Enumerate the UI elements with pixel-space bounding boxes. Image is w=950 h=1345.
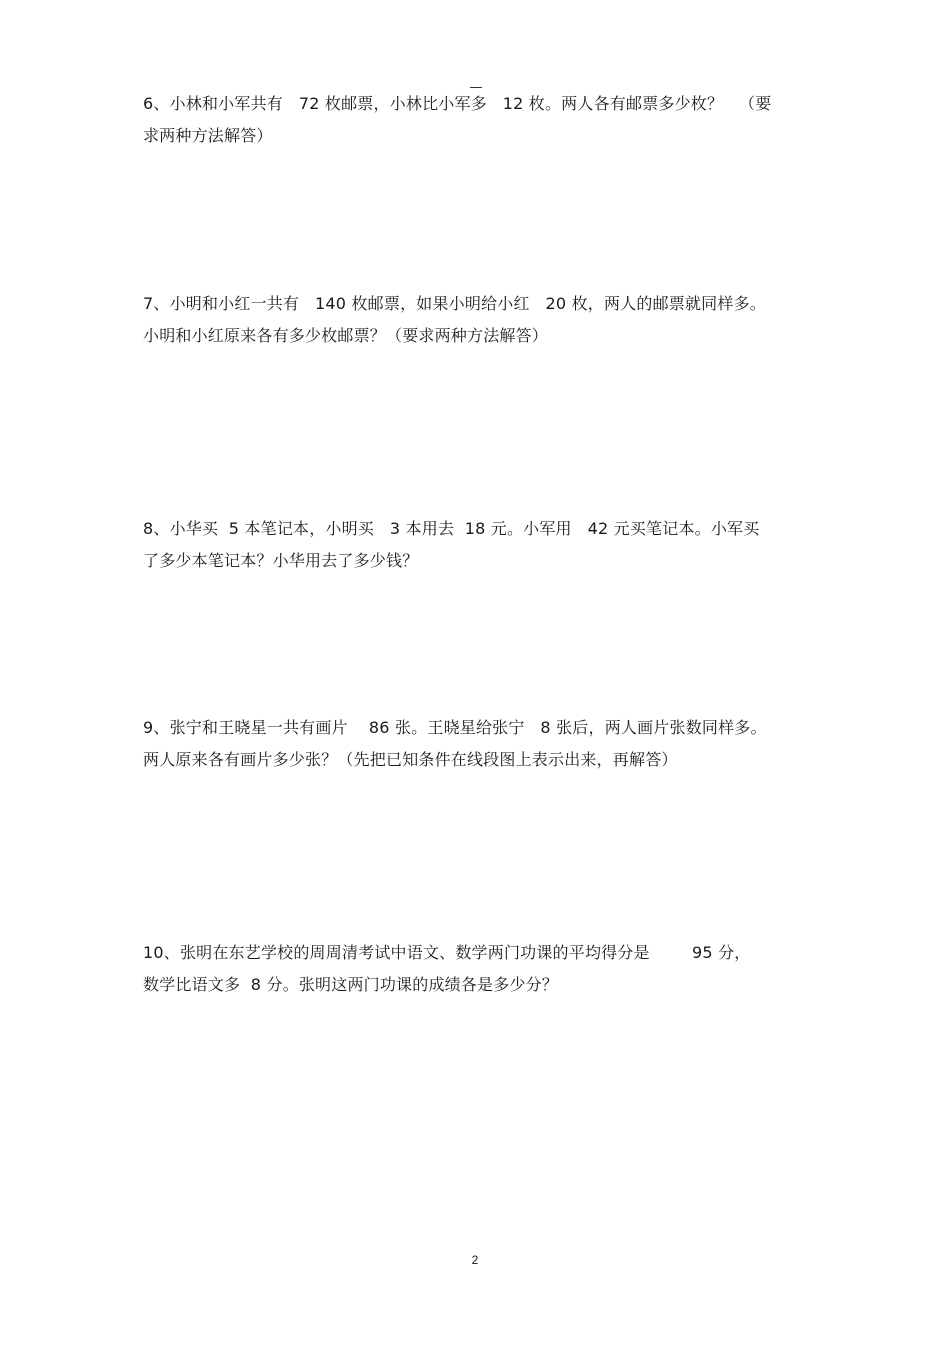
problem-8-line-1: 8、小华买 5 本笔记本，小明买 3 本用去 18 元。小军用 42 元买笔记本。小军买	[143, 519, 760, 538]
problem-7-line-1: 7、小明和小红一共有 140 枚邮票，如果小明给小红 20 枚，两人的邮票就同样多。	[143, 294, 766, 313]
problem-7-line-2: 小明和小红原来各有多少枚邮票？（要求两种方法解答）	[143, 326, 549, 345]
problem-6-line-1: 6、小林和小军共有 72 枚邮票，小林比小军多 12 枚。两人各有邮票多少枚？ （要	[143, 94, 772, 113]
problem-10-line-1: 10、张明在东艺学校的周周清考试中语文、数学两门功课的平均得分是 95 分，	[143, 943, 751, 962]
problem-9-line-2: 两人原来各有画片多少张？（先把已知条件在线段图上表示出来，再解答）	[143, 750, 678, 769]
problem-7	[143, 288, 813, 352]
problem-10-line-2: 数学比语文多 8 分。张明这两门功课的成绩各是多少分？	[143, 975, 559, 994]
problem-6-line-2: 求两种方法解答）	[143, 126, 273, 145]
page-number: 2	[471, 1253, 479, 1267]
problem-8	[143, 513, 813, 577]
problem-9	[143, 712, 813, 776]
problem-10	[143, 937, 813, 1001]
problem-9-line-1: 9、张宁和王晓星一共有画片 86 张。王晓星给张宁 8 张后，两人画片张数同样多。	[143, 718, 767, 737]
problem-8-line-2: 了多少本笔记本？小华用去了多少钱？	[143, 551, 419, 570]
problem-6	[143, 88, 813, 152]
